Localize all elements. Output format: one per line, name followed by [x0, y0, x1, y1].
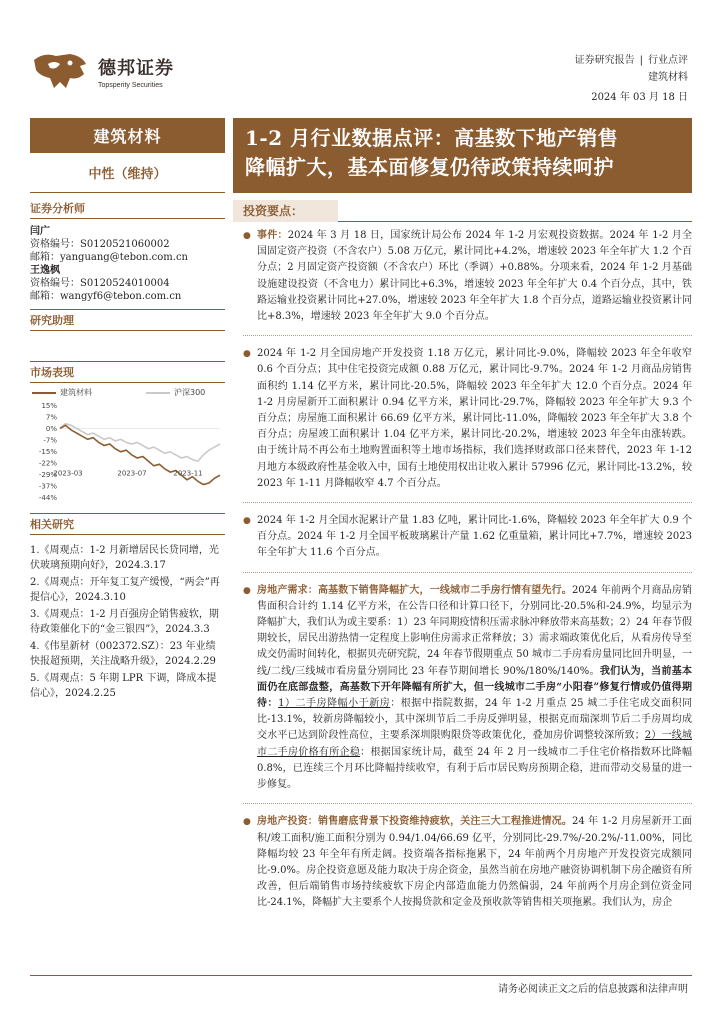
title-line: 1-2 月行业数据点评：高基数下地产销售 [245, 126, 619, 150]
bull-logo-icon [30, 50, 90, 92]
related-item[interactable]: 3.《周观点：1-2 月百强房企销售疲软，期待政策催化下的“金三银四”》，2024.3.3 [30, 609, 219, 635]
assistant-empty [30, 331, 225, 361]
para-text: 2024 年 1-2 月全国房地产开发投资 1.18 万亿元，累计同比-9.0%，降幅较 2023 年全年收窄 0.6 个百分点；其中住宅投资完成额 0.88 万亿元，累计同比-9.7%。2024 年 1-2 月商品房销售面积约 1.14 亿平方米，累计同比-20.5%，降幅较 2023 年全年扩大 12.0 个百分点。2024 年 1-2 月房屋新开工面积累计 0.94 亿平方米，累计同比-29.7%，降幅较 2023 年全年扩大 9.3 个百分点；房屋施工面积累计 66.69 亿平方米，累计同比-11.0%，降幅较 2023 年全年扩大 3.8 个百分点；房屋竣工面积累计 1.04 亿平方米，累计同比-20.2%，增速较 2023 年全年由涨转跌。由于统计局不再公布土地购置面积等土地市场指标，我们选择财政部口径来替代，2023 年 1-12 月地方本级政府性基金收入中，国有土地使用权出让收入累计 57996 亿元，累计同比-13.2%，较 2023 年 1-11 月降幅收窄 4.7 个百分点。 [257, 348, 692, 489]
category-box: 建筑材料 [30, 118, 225, 153]
paragraph-demand [243, 572, 692, 804]
report-type: 证券研究报告 [574, 55, 635, 66]
y-tick-label: -29% [38, 471, 57, 479]
bullet-icon: ● [243, 585, 251, 596]
assistant-section-title: 研究助理 [30, 309, 225, 331]
market-chart [30, 383, 225, 503]
bullet-icon: ● [243, 349, 251, 360]
legend-label: 沪深300 [174, 388, 206, 397]
y-tick-label: -44% [38, 494, 57, 502]
para-underline: 2）一线城市二手房价格有所企稳 [257, 730, 693, 758]
left-sidebar [30, 118, 225, 703]
market-section-title: 市场表现 [30, 361, 225, 383]
y-tick-label: 0% [45, 425, 57, 433]
series-line [60, 424, 220, 461]
related-item[interactable]: 1.《周观点：1-2 月新增居民长贷同增，光伏玻璃预期向好》，2024.3.17 [30, 545, 219, 571]
x-tick-label: 2023-11 [173, 469, 203, 478]
x-tick-label: 2023-07 [117, 469, 147, 478]
analyst-cert: 资格编号：S0120524010004 [30, 278, 170, 289]
divider: | [639, 55, 643, 66]
report-kind: 行业点评 [648, 55, 688, 66]
company-logo [30, 50, 174, 92]
y-tick-label: -15% [38, 448, 57, 456]
logo-cn: 德邦证券 [98, 57, 174, 79]
para-text: 2024 年 3 月 18 日，国家统计局公布 2024 年 1-2 月宏观投资数据。2024 年 1-2 月全国固定资产投资（不含农户）5.08 万亿元，累计同比+4.2%，增速较 2023 年全年扩大 1.2 个百分点；2 月固定资产投资额（不含农户）环比（季调）+0.88%。分项来看，2024 年 1-2 月基础设施建设投资（不含电力）累计同比+6.3%，增速较 2023 年全年扩大 0.4 个百分点，其中，铁路运输业投资累计同比+27.0%，增速较 2023 年全年扩大 1.8 个百分点，道路运输业投资累计同比+8.3%，增速较 2023 年全年扩大 9.0 个百分点。 [257, 230, 692, 323]
analyst-list [30, 219, 225, 309]
related-list [30, 535, 225, 701]
related-section-title: 相关研究 [30, 513, 225, 535]
para-text: 2024 年 1-2 月全国水泥累计产量 1.83 亿吨，累计同比-1.6%，降幅较 2023 年全年扩大 0.9 个百分点。2024 年 1-2 月全国平板玻璃累计产量 1.62 亿重量箱，累计同比+7.7%，增速较 2023 年全年扩大 11.6 个百分点。 [257, 515, 692, 559]
analyst-email[interactable]: 邮箱：wangyf6@tebon.com.cn [30, 291, 182, 302]
para-text: ：根据中指院数据，24 年 1-2 月重点 25 城二手住宅成交面积同比-13.1%，较新房降幅较小，其中深圳节后二手房反弹明显，根据克而瑞深圳节后二手房周均成交水平已达到阶段性高位，主要系深圳限购限贷等政策优化，叠加房价调整较深所致； [257, 698, 692, 742]
analyst-name: 闫广 [30, 226, 50, 237]
header-industry: 建筑材料 [648, 72, 688, 83]
para-lead: 房地产投资：销售磨底背景下投资维持疲软，关注三大工程推进情况。 [257, 816, 573, 828]
analyst-section-title: 证券分析师 [30, 197, 225, 219]
rating: 中性（维持） [30, 153, 225, 193]
para-text: 24 年 1-2 月房屋新开工面积/竣工面积/施工面积分别为 0.94/1.04/66.69 亿平，分别同比-29.7%/-20.2%/-11.00%，同比降幅均较 23 年全年有所走阔。投资端各指标拖累下，24 年前两个月房地产开发投资完成额同比-9.0%。房企投资意愿及能力取决于房企资金，虽然当前在房地产融资协调机制下房企融资有所改善，但后端销售市场持续疲软下房企内部造血能力仍然偏弱，24 年前两个月房企到位资金同比-24.1%，降幅扩大主要系个人按揭贷款和定金及预收款等销售相关项拖累。我们认为，房企 [257, 816, 692, 909]
paragraph-event [243, 228, 692, 335]
x-tick-label: 2023-03 [53, 469, 83, 478]
para-lead: 房地产需求：高基数下销售降幅扩大，一线城市二手房行情有望先行。 [257, 584, 572, 596]
related-item[interactable]: 4.《伟星新材（002372.SZ）：23 年业绩快报超预期，关注战略升级》，2024.2.29 [30, 641, 216, 667]
para-bold: 我们认为，当前基本面仍在底部盘整，高基数下开年降幅有所扩大，但一线城市二手房“小阳春”修复行情或仍值得期待： [257, 665, 692, 710]
bullet-icon: ● [243, 231, 251, 241]
bullet-icon: ● [243, 516, 251, 527]
report-body [243, 228, 692, 922]
y-tick-label: -7% [43, 436, 57, 445]
analyst-cert: 资格编号：S0120521060002 [30, 239, 170, 250]
y-tick-label: -22% [38, 459, 57, 468]
report-date: 2024 年 03 月 18 日 [591, 92, 688, 103]
logo-en: Topsperity Securities [98, 81, 163, 89]
para-underline: 1）二手房降幅小于新房 [278, 698, 391, 710]
y-tick-label: 7% [45, 413, 57, 422]
header-info [575, 52, 688, 106]
related-item[interactable]: 2.《周观点：开年复工复产缓慢，“两会”再提信心》，2024.3.10 [30, 577, 220, 603]
analyst-email[interactable]: 邮箱：yanguang@tebon.com.cn [30, 252, 188, 263]
bullet-icon: ● [243, 817, 251, 828]
y-tick-label: 15% [41, 402, 57, 410]
report-title [233, 118, 692, 193]
para-text: 2024 年前两个月商品房销售面积合计约 1.14 亿平方米，在公告口径和计算口径下，分别同比-20.5%和-24.9%，均显示为降幅扩大，我们认为或主要系：1）23 年同期疫情积压需求脉冲释放带来高基数；2）24 年春节假期较长，居民出游热情一定程度上影响住房需求正常释放；3）需求端政策优化后，从看房传导至成交仍需时间转化，根据贝壳研究院，24 年春节假期重点 50 城市二手房看房量同比回升明显，一线/二线/三线城市看房量分别同比 23 年春节期间增长 90%/180%/140%。 [257, 584, 692, 677]
title-line: 降幅扩大，基本面修复仍待政策持续呵护 [245, 155, 614, 179]
footer-divider [30, 975, 692, 976]
paragraph-investment [243, 803, 692, 921]
paragraph-realestate [243, 335, 692, 502]
analyst-name: 王逸枫 [30, 265, 60, 276]
para-text: ：根据国家统计局，截至 24 年 2 月一线城市二手住宅价格指数环比降幅 0.8%，已连续三个月环比降幅持续收窄，有利于后市居民购房预期企稳，进而带动交易量的进一步修复。 [257, 746, 692, 791]
footer-disclaimer: 请务必阅读正文之后的信息披露和法律声明 [498, 984, 688, 995]
chart-svg [30, 383, 225, 503]
related-item[interactable]: 5.《周观点：5 年期 LPR 下调，降成本提信心》，2024.2.25 [30, 673, 217, 699]
legend-label: 建筑材料 [60, 388, 92, 397]
key-points-label: 投资要点： [233, 200, 338, 222]
y-tick-label: -37% [38, 482, 57, 491]
para-lead: 事件： [257, 230, 288, 241]
paragraph-cement [243, 502, 692, 572]
key-points-header [233, 200, 692, 222]
